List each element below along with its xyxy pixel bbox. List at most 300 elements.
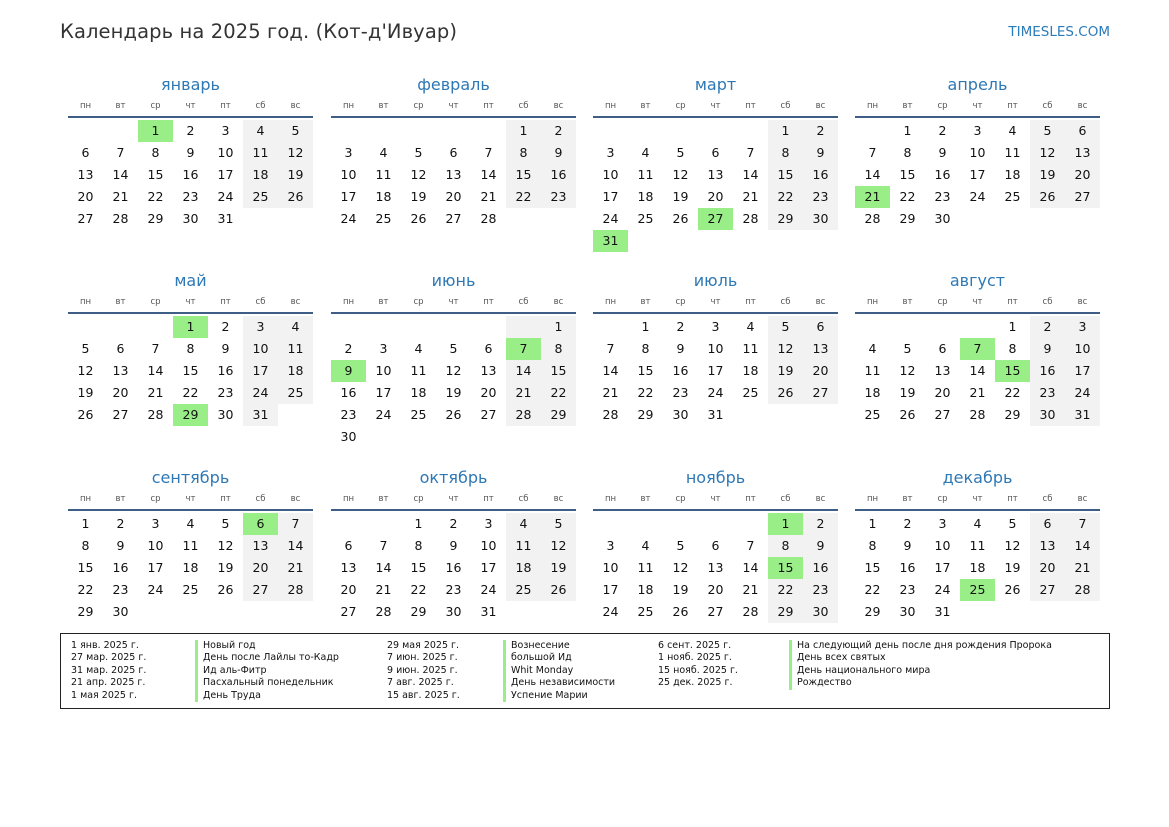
day-cell: 12 bbox=[217, 538, 234, 553]
day-cell: 2 bbox=[1030, 316, 1065, 338]
day-cell: 13 bbox=[1030, 535, 1065, 557]
day-cell: 30 bbox=[182, 211, 199, 226]
day-cell: 23 bbox=[445, 582, 462, 597]
day-cell: 14 bbox=[480, 167, 497, 182]
day-cell: 9 bbox=[676, 341, 685, 356]
day-cell: 16 bbox=[803, 164, 838, 186]
weekday-label: вс bbox=[1077, 297, 1088, 307]
day-cell: 18 bbox=[243, 164, 278, 186]
day-cell: 1 bbox=[506, 120, 541, 142]
weekday-header bbox=[593, 97, 838, 115]
day-cell: 21 bbox=[147, 385, 164, 400]
day-grid bbox=[68, 120, 313, 230]
weekday-label: ср bbox=[675, 494, 686, 504]
month-4 bbox=[855, 74, 1100, 230]
day-cell: 12 bbox=[410, 167, 427, 182]
day-cell: 11 bbox=[637, 560, 654, 575]
day-cell: 5 bbox=[903, 341, 912, 356]
day-cell: 15 bbox=[541, 360, 576, 382]
month-11 bbox=[593, 467, 838, 623]
day-cell: 1 bbox=[641, 319, 650, 334]
day-cell: 19 bbox=[445, 385, 462, 400]
day-cell: 9 bbox=[803, 535, 838, 557]
weekday-label: вт bbox=[902, 494, 913, 504]
day-cell: 26 bbox=[445, 407, 462, 422]
day-cell: 10 bbox=[602, 167, 619, 182]
day-cell: 24 bbox=[147, 582, 164, 597]
day-cell: 17 bbox=[340, 189, 357, 204]
weekday-label: чт bbox=[972, 101, 983, 111]
day-cell: 27 bbox=[77, 211, 94, 226]
day-cell: 24 bbox=[243, 382, 278, 404]
day-cell: 9 bbox=[541, 142, 576, 164]
day-cell: 11 bbox=[969, 538, 986, 553]
day-cell: 6 bbox=[803, 316, 838, 338]
weekday-label: ср bbox=[413, 101, 424, 111]
day-cell: 13 bbox=[340, 560, 357, 575]
day-cell: 21 bbox=[855, 186, 890, 208]
month-name: август bbox=[949, 271, 1006, 290]
weekday-label: пн bbox=[342, 101, 355, 111]
weekday-label: пт bbox=[220, 297, 231, 307]
day-cell: 15 bbox=[768, 164, 803, 186]
day-cell: 20 bbox=[340, 582, 357, 597]
day-cell: 30 bbox=[803, 601, 838, 623]
day-cell: 29 bbox=[410, 604, 427, 619]
weekday-label: вс bbox=[290, 101, 301, 111]
day-cell: 1 bbox=[173, 316, 208, 338]
empty-cell bbox=[925, 316, 960, 338]
day-cell: 27 bbox=[934, 407, 951, 422]
day-cell: 11 bbox=[410, 363, 427, 378]
day-cell: 15 bbox=[637, 363, 654, 378]
weekday-label: пн bbox=[866, 297, 879, 307]
day-cell: 29 bbox=[77, 604, 94, 619]
legend-date: 7 июн. 2025 г. bbox=[387, 652, 458, 664]
day-cell: 3 bbox=[221, 123, 230, 138]
weekday-label: пт bbox=[483, 494, 494, 504]
day-cell: 6 bbox=[344, 538, 353, 553]
day-cell: 21 bbox=[375, 582, 392, 597]
day-cell: 6 bbox=[81, 145, 90, 160]
day-cell: 21 bbox=[1065, 557, 1100, 579]
day-cell: 3 bbox=[1065, 316, 1100, 338]
weekday-label: чт bbox=[710, 101, 721, 111]
month-divider bbox=[68, 116, 313, 118]
day-cell: 19 bbox=[672, 189, 689, 204]
day-cell: 25 bbox=[410, 407, 427, 422]
weekday-label: пн bbox=[604, 101, 617, 111]
empty-cell bbox=[593, 513, 628, 535]
day-cell: 5 bbox=[221, 516, 230, 531]
day-cell: 13 bbox=[707, 560, 724, 575]
day-cell: 11 bbox=[182, 538, 199, 553]
day-cell: 27 bbox=[1065, 186, 1100, 208]
day-cell: 29 bbox=[899, 211, 916, 226]
day-cell: 15 bbox=[147, 167, 164, 182]
day-cell: 4 bbox=[746, 319, 755, 334]
day-cell: 17 bbox=[707, 363, 724, 378]
empty-cell bbox=[506, 316, 541, 338]
day-cell: 7 bbox=[746, 538, 755, 553]
day-grid bbox=[855, 513, 1100, 623]
day-cell: 9 bbox=[449, 538, 458, 553]
day-grid bbox=[593, 513, 838, 623]
empty-cell bbox=[138, 601, 173, 623]
weekday-label: ср bbox=[150, 494, 161, 504]
legend-date: 6 сент. 2025 г. bbox=[658, 640, 732, 651]
day-cell: 3 bbox=[344, 145, 353, 160]
day-cell: 24 bbox=[969, 189, 986, 204]
empty-cell bbox=[68, 316, 103, 338]
day-cell: 10 bbox=[602, 560, 619, 575]
empty-cell bbox=[768, 230, 803, 252]
day-cell: 19 bbox=[1004, 560, 1021, 575]
day-cell: 21 bbox=[742, 582, 759, 597]
day-cell: 11 bbox=[742, 341, 759, 356]
day-cell: 22 bbox=[899, 189, 916, 204]
day-cell: 17 bbox=[480, 560, 497, 575]
empty-cell bbox=[698, 513, 733, 535]
weekday-label: пт bbox=[220, 494, 231, 504]
day-cell: 2 bbox=[221, 319, 230, 334]
day-cell: 6 bbox=[243, 513, 278, 535]
day-cell: 14 bbox=[602, 363, 619, 378]
empty-cell bbox=[103, 316, 138, 338]
weekday-label: сб bbox=[518, 494, 529, 504]
day-cell: 26 bbox=[672, 211, 689, 226]
empty-cell bbox=[995, 208, 1030, 230]
legend-holiday-name: День всех святых bbox=[789, 652, 1052, 664]
day-cell: 30 bbox=[672, 407, 689, 422]
legend-date: 31 мар. 2025 г. bbox=[71, 664, 147, 676]
day-grid bbox=[855, 316, 1100, 426]
day-cell: 27 bbox=[340, 604, 357, 619]
weekday-label: вт bbox=[640, 297, 651, 307]
empty-cell bbox=[855, 120, 890, 142]
day-cell: 4 bbox=[973, 516, 982, 531]
empty-cell bbox=[436, 316, 471, 338]
day-cell: 6 bbox=[484, 341, 493, 356]
day-cell: 29 bbox=[173, 404, 208, 426]
weekday-label: вт bbox=[378, 101, 389, 111]
day-grid bbox=[68, 513, 313, 623]
legend-date: 27 мар. 2025 г. bbox=[71, 652, 147, 664]
weekday-label: вс bbox=[1077, 494, 1088, 504]
day-cell: 28 bbox=[864, 211, 881, 226]
month-divider bbox=[68, 509, 313, 511]
weekday-label: вс bbox=[290, 494, 301, 504]
day-cell: 25 bbox=[1004, 189, 1021, 204]
day-cell: 25 bbox=[506, 579, 541, 601]
day-cell: 9 bbox=[331, 360, 366, 382]
day-cell: 1 bbox=[768, 120, 803, 142]
month-6 bbox=[331, 270, 576, 448]
empty-cell bbox=[506, 426, 541, 448]
month-2 bbox=[331, 74, 576, 230]
day-cell: 24 bbox=[602, 211, 619, 226]
day-cell: 23 bbox=[112, 582, 129, 597]
day-cell: 23 bbox=[1030, 382, 1065, 404]
empty-cell bbox=[366, 513, 401, 535]
day-cell: 19 bbox=[1030, 164, 1065, 186]
empty-cell bbox=[103, 120, 138, 142]
empty-cell bbox=[208, 601, 243, 623]
day-cell: 25 bbox=[278, 382, 313, 404]
empty-cell bbox=[593, 120, 628, 142]
day-cell: 4 bbox=[243, 120, 278, 142]
empty-cell bbox=[436, 120, 471, 142]
legend-date: 15 нояб. 2025 г. bbox=[658, 664, 738, 676]
empty-cell bbox=[768, 404, 803, 426]
day-cell: 22 bbox=[768, 186, 803, 208]
weekday-label: вс bbox=[553, 297, 564, 307]
empty-cell bbox=[1030, 601, 1065, 623]
day-cell: 27 bbox=[243, 579, 278, 601]
day-cell: 21 bbox=[969, 385, 986, 400]
day-cell: 29 bbox=[768, 208, 803, 230]
day-cell: 12 bbox=[1004, 538, 1021, 553]
empty-cell bbox=[436, 426, 471, 448]
weekday-label: сб bbox=[518, 297, 529, 307]
day-cell: 6 bbox=[1065, 120, 1100, 142]
month-divider bbox=[593, 509, 838, 511]
day-cell: 24 bbox=[934, 582, 951, 597]
weekday-label: пн bbox=[79, 297, 92, 307]
day-cell: 24 bbox=[340, 211, 357, 226]
day-cell: 1 bbox=[541, 316, 576, 338]
day-cell: 18 bbox=[375, 189, 392, 204]
legend-holiday-name: Вознесение bbox=[503, 640, 615, 652]
weekday-label: вт bbox=[115, 494, 126, 504]
day-cell: 22 bbox=[864, 582, 881, 597]
day-cell: 22 bbox=[147, 189, 164, 204]
day-cell: 26 bbox=[672, 604, 689, 619]
weekday-label: ср bbox=[937, 494, 948, 504]
day-cell: 4 bbox=[414, 341, 423, 356]
weekday-label: вт bbox=[902, 297, 913, 307]
day-cell: 10 bbox=[217, 145, 234, 160]
empty-cell bbox=[173, 601, 208, 623]
legend-holiday-name: большой Ид bbox=[503, 652, 615, 664]
weekday-label: пн bbox=[79, 101, 92, 111]
day-cell: 30 bbox=[340, 429, 357, 444]
weekday-header bbox=[331, 490, 576, 508]
weekday-label: пн bbox=[342, 297, 355, 307]
month-divider bbox=[855, 509, 1100, 511]
day-cell: 5 bbox=[449, 341, 458, 356]
day-cell: 1 bbox=[768, 513, 803, 535]
day-cell: 23 bbox=[340, 407, 357, 422]
month-divider bbox=[331, 116, 576, 118]
weekday-label: пт bbox=[483, 297, 494, 307]
weekday-label: вс bbox=[815, 297, 826, 307]
day-cell: 31 bbox=[243, 404, 278, 426]
empty-cell bbox=[1065, 208, 1100, 230]
empty-cell bbox=[331, 513, 366, 535]
day-cell: 7 bbox=[484, 145, 493, 160]
empty-cell bbox=[541, 601, 576, 623]
day-cell: 6 bbox=[938, 341, 947, 356]
day-cell: 26 bbox=[1030, 186, 1065, 208]
day-cell: 29 bbox=[541, 404, 576, 426]
day-cell: 23 bbox=[934, 189, 951, 204]
weekday-label: пт bbox=[1007, 297, 1018, 307]
day-cell: 30 bbox=[217, 407, 234, 422]
day-cell: 10 bbox=[480, 538, 497, 553]
day-cell: 28 bbox=[375, 604, 392, 619]
weekday-label: чт bbox=[972, 494, 983, 504]
day-cell: 31 bbox=[707, 407, 724, 422]
day-cell: 1 bbox=[903, 123, 912, 138]
day-cell: 28 bbox=[742, 211, 759, 226]
day-cell: 28 bbox=[480, 211, 497, 226]
day-cell: 5 bbox=[278, 120, 313, 142]
empty-cell bbox=[663, 513, 698, 535]
day-cell: 5 bbox=[768, 316, 803, 338]
legend-date: 1 нояб. 2025 г. bbox=[658, 652, 732, 664]
day-cell: 11 bbox=[1004, 145, 1021, 160]
day-cell: 31 bbox=[480, 604, 497, 619]
day-cell: 15 bbox=[864, 560, 881, 575]
day-cell: 22 bbox=[506, 186, 541, 208]
day-cell: 7 bbox=[960, 338, 995, 360]
legend-date: 9 июн. 2025 г. bbox=[387, 664, 458, 676]
month-9 bbox=[68, 467, 313, 623]
day-cell: 7 bbox=[606, 341, 615, 356]
day-cell: 24 bbox=[375, 407, 392, 422]
weekday-label: пт bbox=[745, 297, 756, 307]
day-cell: 20 bbox=[445, 189, 462, 204]
day-cell: 28 bbox=[112, 211, 129, 226]
day-cell: 8 bbox=[541, 338, 576, 360]
day-cell: 20 bbox=[243, 557, 278, 579]
weekday-header bbox=[855, 97, 1100, 115]
day-cell: 25 bbox=[637, 211, 654, 226]
legend-date: 29 мая 2025 г. bbox=[387, 640, 460, 651]
weekday-label: пн bbox=[79, 494, 92, 504]
day-cell: 16 bbox=[445, 560, 462, 575]
weekday-label: вт bbox=[902, 101, 913, 111]
legend-holiday-name: День после Лайлы то-Кадр bbox=[195, 652, 339, 664]
day-cell: 31 bbox=[217, 211, 234, 226]
weekday-label: чт bbox=[972, 297, 983, 307]
site-link[interactable]: TIMESLES.COM bbox=[1008, 24, 1110, 40]
day-cell: 18 bbox=[864, 385, 881, 400]
day-cell: 26 bbox=[768, 382, 803, 404]
day-cell: 7 bbox=[746, 145, 755, 160]
empty-cell bbox=[243, 208, 278, 230]
month-7 bbox=[593, 270, 838, 426]
day-cell: 24 bbox=[707, 385, 724, 400]
weekday-label: сб bbox=[255, 101, 266, 111]
day-cell: 8 bbox=[903, 145, 912, 160]
day-cell: 8 bbox=[868, 538, 877, 553]
day-cell: 20 bbox=[112, 385, 129, 400]
weekday-label: вт bbox=[115, 101, 126, 111]
day-cell: 16 bbox=[934, 167, 951, 182]
day-cell: 3 bbox=[379, 341, 388, 356]
empty-cell bbox=[698, 120, 733, 142]
empty-cell bbox=[471, 120, 506, 142]
day-cell: 15 bbox=[995, 360, 1030, 382]
day-grid bbox=[855, 120, 1100, 230]
day-cell: 2 bbox=[344, 341, 353, 356]
day-cell: 5 bbox=[1030, 120, 1065, 142]
day-cell: 29 bbox=[637, 407, 654, 422]
weekday-label: чт bbox=[448, 297, 459, 307]
day-cell: 12 bbox=[77, 363, 94, 378]
day-cell: 19 bbox=[768, 360, 803, 382]
empty-cell bbox=[995, 601, 1030, 623]
day-cell: 13 bbox=[707, 167, 724, 182]
day-grid bbox=[68, 316, 313, 426]
day-cell: 25 bbox=[960, 579, 995, 601]
day-cell: 12 bbox=[672, 560, 689, 575]
page-title: Календарь на 2025 год. (Кот-д'Ивуар) bbox=[60, 20, 458, 43]
day-cell: 18 bbox=[506, 557, 541, 579]
day-cell: 5 bbox=[1008, 516, 1017, 531]
day-cell: 7 bbox=[868, 145, 877, 160]
day-cell: 6 bbox=[711, 538, 720, 553]
day-cell: 28 bbox=[969, 407, 986, 422]
day-cell: 29 bbox=[1004, 407, 1021, 422]
day-cell: 5 bbox=[676, 538, 685, 553]
day-cell: 10 bbox=[707, 341, 724, 356]
empty-cell bbox=[471, 426, 506, 448]
empty-cell bbox=[803, 404, 838, 426]
legend-names-col-2 bbox=[503, 640, 615, 702]
day-cell: 17 bbox=[1065, 360, 1100, 382]
empty-cell bbox=[401, 316, 436, 338]
day-cell: 22 bbox=[541, 382, 576, 404]
day-cell: 16 bbox=[182, 167, 199, 182]
day-cell: 2 bbox=[803, 120, 838, 142]
day-cell: 20 bbox=[1030, 557, 1065, 579]
day-cell: 2 bbox=[116, 516, 125, 531]
day-cell: 8 bbox=[81, 538, 90, 553]
empty-cell bbox=[506, 208, 541, 230]
day-cell: 21 bbox=[742, 189, 759, 204]
day-cell: 26 bbox=[410, 211, 427, 226]
day-cell: 8 bbox=[768, 535, 803, 557]
legend-holiday-name: На следующий день после дня рождения Пророка bbox=[789, 640, 1052, 652]
day-cell: 14 bbox=[742, 560, 759, 575]
day-cell: 18 bbox=[637, 582, 654, 597]
day-cell: 14 bbox=[278, 535, 313, 557]
month-5 bbox=[68, 270, 313, 426]
day-cell: 11 bbox=[278, 338, 313, 360]
day-cell: 8 bbox=[414, 538, 423, 553]
weekday-label: сб bbox=[255, 494, 266, 504]
day-cell: 19 bbox=[278, 164, 313, 186]
day-cell: 15 bbox=[77, 560, 94, 575]
day-cell: 23 bbox=[672, 385, 689, 400]
month-divider bbox=[855, 312, 1100, 314]
weekday-label: вс bbox=[553, 101, 564, 111]
empty-cell bbox=[366, 426, 401, 448]
weekday-header bbox=[593, 490, 838, 508]
empty-cell bbox=[855, 316, 890, 338]
empty-cell bbox=[278, 404, 313, 426]
empty-cell bbox=[401, 120, 436, 142]
day-cell: 8 bbox=[768, 142, 803, 164]
weekday-label: пн bbox=[866, 494, 879, 504]
day-cell: 28 bbox=[742, 604, 759, 619]
weekday-label: вс bbox=[815, 494, 826, 504]
empty-cell bbox=[628, 513, 663, 535]
empty-cell bbox=[401, 426, 436, 448]
